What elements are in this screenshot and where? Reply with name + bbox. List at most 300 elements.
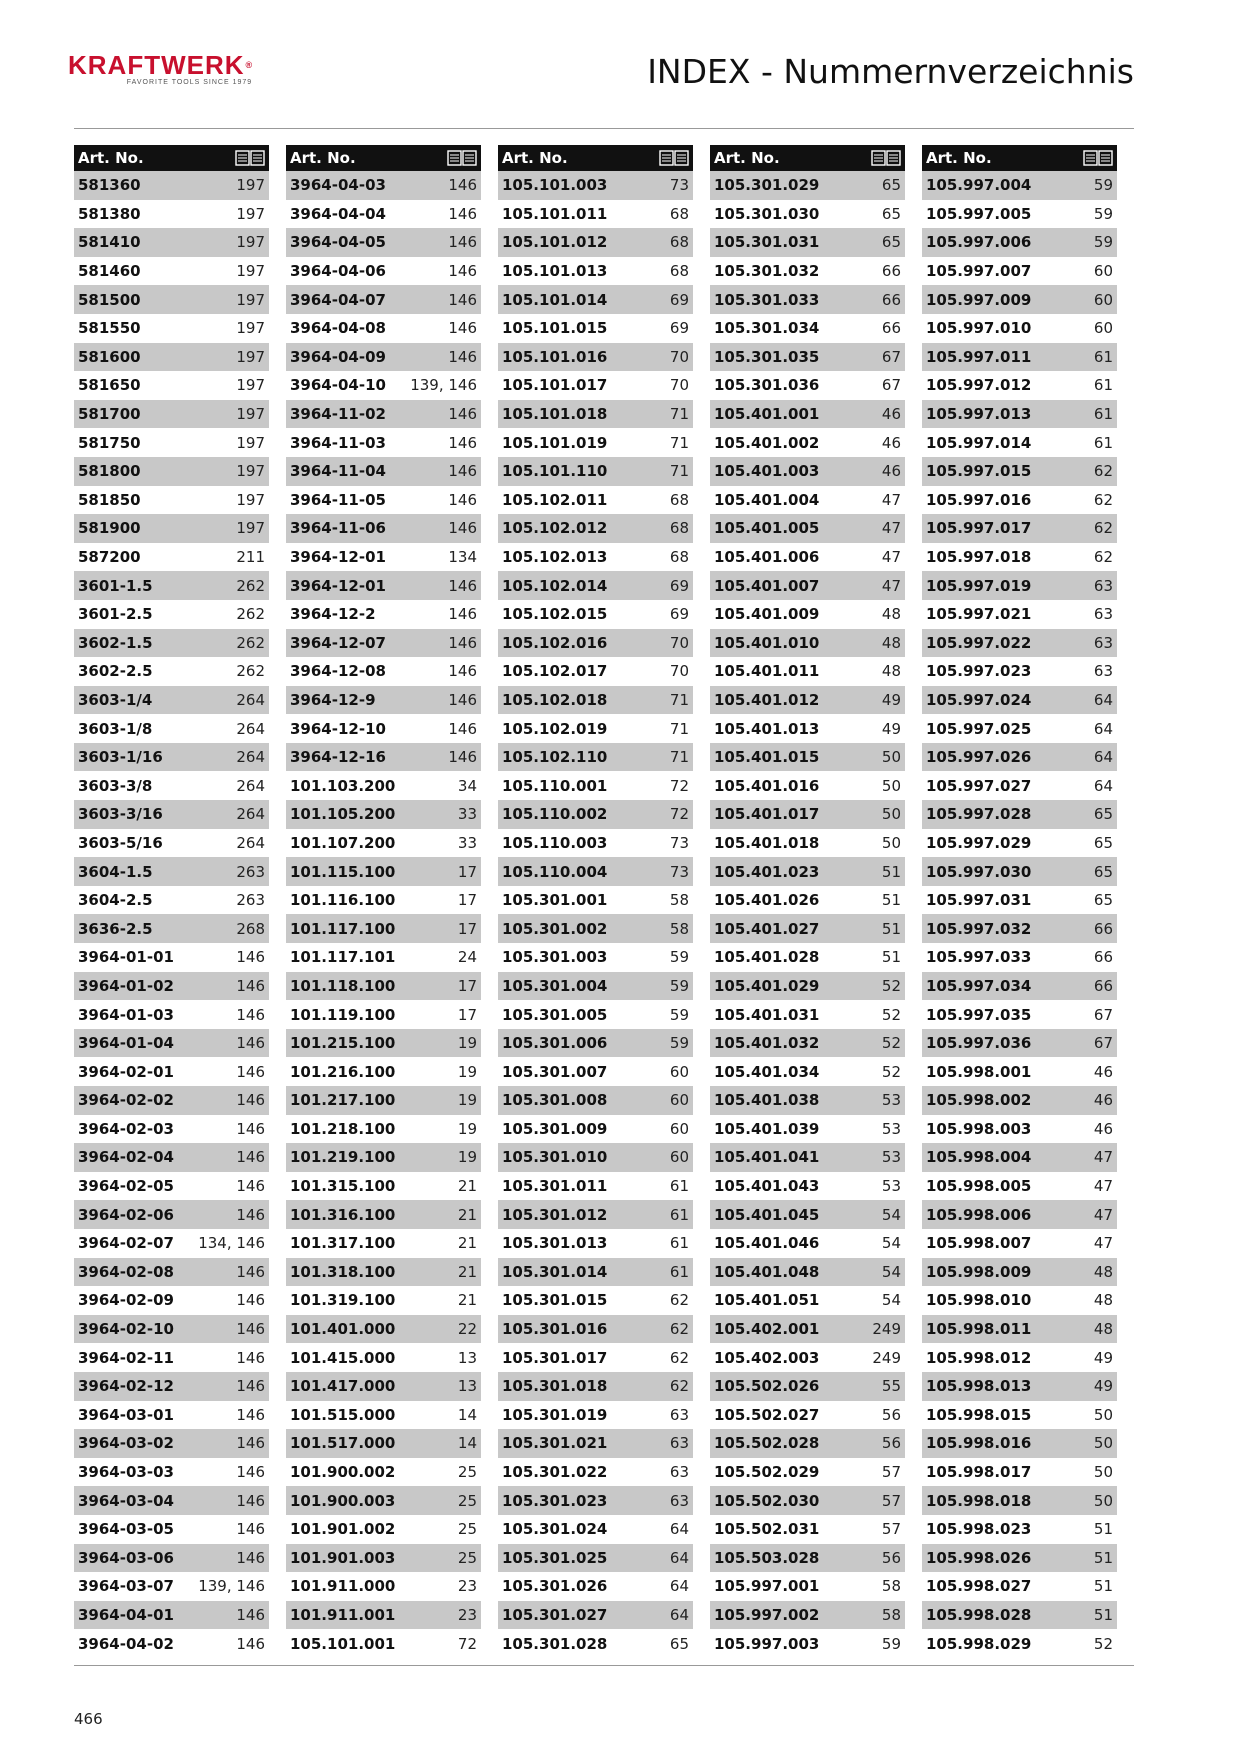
table-row bbox=[710, 1544, 905, 1573]
table-row bbox=[286, 1343, 481, 1372]
page-reference: 56 bbox=[881, 1405, 901, 1424]
page-reference: 67 bbox=[881, 376, 901, 395]
article-number: 105.301.015 bbox=[502, 1291, 608, 1310]
article-number: 3964-01-01 bbox=[78, 948, 174, 967]
page-reference: 62 bbox=[1093, 519, 1113, 538]
page-reference: 146 bbox=[448, 176, 477, 195]
index-column bbox=[286, 145, 481, 1658]
article-number: 3964-01-03 bbox=[78, 1005, 174, 1024]
table-row bbox=[922, 1086, 1117, 1115]
book-icon bbox=[1083, 150, 1113, 166]
table-row bbox=[286, 686, 481, 715]
article-number: 105.401.003 bbox=[714, 462, 820, 481]
table-row bbox=[286, 285, 481, 314]
table-row bbox=[286, 514, 481, 543]
page-reference: 197 bbox=[236, 233, 265, 252]
page-reference: 60 bbox=[669, 1062, 689, 1081]
article-number: 105.401.048 bbox=[714, 1262, 820, 1281]
page-reference: 50 bbox=[1093, 1463, 1113, 1482]
page-reference: 249 bbox=[872, 1320, 901, 1339]
page-reference: 71 bbox=[669, 433, 689, 452]
header-divider bbox=[74, 128, 1134, 129]
page-reference: 146 bbox=[236, 1034, 265, 1053]
article-number: 105.998.012 bbox=[926, 1348, 1032, 1367]
table-row bbox=[74, 457, 269, 486]
page-reference: 64 bbox=[669, 1605, 689, 1624]
table-row bbox=[710, 171, 905, 200]
article-number: 105.301.021 bbox=[502, 1434, 608, 1453]
article-number: 105.102.016 bbox=[502, 633, 608, 652]
table-row bbox=[74, 1229, 269, 1258]
table-row bbox=[286, 171, 481, 200]
article-number: 105.401.004 bbox=[714, 490, 820, 509]
page-reference: 49 bbox=[881, 719, 901, 738]
article-number: 105.998.017 bbox=[926, 1463, 1032, 1482]
page-reference: 197 bbox=[236, 319, 265, 338]
table-row bbox=[498, 829, 693, 858]
table-row bbox=[922, 1343, 1117, 1372]
table-row bbox=[74, 1372, 269, 1401]
table-row bbox=[922, 514, 1117, 543]
article-number: 3603-5/16 bbox=[78, 833, 163, 852]
table-row bbox=[498, 800, 693, 829]
table-row bbox=[922, 1515, 1117, 1544]
page-reference: 52 bbox=[1093, 1634, 1113, 1653]
table-row bbox=[286, 629, 481, 658]
page-reference: 263 bbox=[236, 891, 265, 910]
page-reference: 54 bbox=[881, 1234, 901, 1253]
article-number: 105.102.110 bbox=[502, 748, 608, 767]
article-number: 105.301.028 bbox=[502, 1634, 608, 1653]
article-number: 3964-02-06 bbox=[78, 1205, 174, 1224]
page-reference: 211 bbox=[236, 548, 265, 567]
article-number: 105.401.006 bbox=[714, 548, 820, 567]
table-row bbox=[286, 1029, 481, 1058]
article-number: 3964-04-09 bbox=[290, 347, 386, 366]
article-number: 101.911.000 bbox=[290, 1577, 396, 1596]
article-number: 105.301.025 bbox=[502, 1548, 608, 1567]
table-row bbox=[922, 1601, 1117, 1630]
table-row bbox=[498, 343, 693, 372]
article-number: 105.101.019 bbox=[502, 433, 608, 452]
article-number: 3964-03-06 bbox=[78, 1548, 174, 1567]
article-number: 101.119.100 bbox=[290, 1005, 396, 1024]
page-reference: 65 bbox=[1093, 862, 1113, 881]
article-number: 3964-02-02 bbox=[78, 1091, 174, 1110]
page-reference: 60 bbox=[1093, 319, 1113, 338]
book-icon bbox=[235, 150, 265, 166]
page-reference: 51 bbox=[1093, 1520, 1113, 1539]
article-number: 3964-02-03 bbox=[78, 1119, 174, 1138]
article-number: 101.401.000 bbox=[290, 1320, 396, 1339]
table-row bbox=[74, 371, 269, 400]
article-number: 105.998.011 bbox=[926, 1320, 1032, 1339]
article-number: 105.998.013 bbox=[926, 1377, 1032, 1396]
article-number: 105.101.016 bbox=[502, 347, 608, 366]
page-reference: 46 bbox=[1093, 1091, 1113, 1110]
article-number: 105.401.017 bbox=[714, 805, 820, 824]
table-row bbox=[74, 914, 269, 943]
article-number: 101.105.200 bbox=[290, 805, 396, 824]
table-row bbox=[74, 1286, 269, 1315]
article-number: 3964-02-12 bbox=[78, 1377, 174, 1396]
article-number: 3964-04-10 bbox=[290, 376, 386, 395]
article-number: 105.997.011 bbox=[926, 347, 1032, 366]
page-reference: 21 bbox=[457, 1234, 477, 1253]
table-row bbox=[498, 1315, 693, 1344]
table-row bbox=[710, 1372, 905, 1401]
page-reference: 73 bbox=[669, 833, 689, 852]
page-reference: 146 bbox=[236, 1291, 265, 1310]
page-reference: 134, 146 bbox=[198, 1234, 265, 1253]
article-number: 3964-12-01 bbox=[290, 548, 386, 567]
table-row bbox=[922, 285, 1117, 314]
article-number: 3964-11-05 bbox=[290, 490, 386, 509]
table-row bbox=[286, 314, 481, 343]
article-number: 105.997.032 bbox=[926, 919, 1032, 938]
article-number: 105.998.016 bbox=[926, 1434, 1032, 1453]
article-number: 105.401.041 bbox=[714, 1148, 820, 1167]
table-row bbox=[498, 571, 693, 600]
article-number: 105.502.026 bbox=[714, 1377, 820, 1396]
article-number: 105.402.001 bbox=[714, 1320, 820, 1339]
table-row bbox=[498, 228, 693, 257]
page-reference: 197 bbox=[236, 376, 265, 395]
table-row bbox=[74, 1086, 269, 1115]
page-reference: 69 bbox=[669, 319, 689, 338]
page-reference: 63 bbox=[669, 1491, 689, 1510]
table-row bbox=[286, 1515, 481, 1544]
article-number: 105.997.017 bbox=[926, 519, 1032, 538]
article-number: 3964-01-04 bbox=[78, 1034, 174, 1053]
page-reference: 59 bbox=[881, 1634, 901, 1653]
table-row bbox=[498, 943, 693, 972]
page-reference: 146 bbox=[448, 490, 477, 509]
article-number: 105.401.046 bbox=[714, 1234, 820, 1253]
table-row bbox=[286, 1572, 481, 1601]
article-number: 3604-2.5 bbox=[78, 891, 153, 910]
table-row bbox=[498, 1229, 693, 1258]
table-row bbox=[710, 1200, 905, 1229]
article-number: 581460 bbox=[78, 262, 141, 281]
table-row bbox=[74, 1315, 269, 1344]
article-number: 101.319.100 bbox=[290, 1291, 396, 1310]
article-number: 105.101.018 bbox=[502, 405, 608, 424]
article-number: 3964-04-04 bbox=[290, 204, 386, 223]
table-row bbox=[710, 1143, 905, 1172]
page-reference: 23 bbox=[457, 1577, 477, 1596]
page-reference: 33 bbox=[457, 805, 477, 824]
brand-tagline: FAVORITE TOOLS SINCE 1979 bbox=[126, 79, 253, 86]
article-number: 105.502.030 bbox=[714, 1491, 820, 1510]
article-number: 105.997.005 bbox=[926, 204, 1032, 223]
table-row bbox=[498, 886, 693, 915]
table-row bbox=[710, 1343, 905, 1372]
table-row bbox=[498, 600, 693, 629]
page-title: INDEX - Nummernverzeichnis bbox=[647, 52, 1134, 91]
page-reference: 146 bbox=[236, 1091, 265, 1110]
table-row bbox=[286, 200, 481, 229]
table-row bbox=[286, 829, 481, 858]
page-reference: 146 bbox=[448, 290, 477, 309]
page-reference: 146 bbox=[236, 976, 265, 995]
table-row bbox=[710, 314, 905, 343]
article-number: 3603-1/16 bbox=[78, 748, 163, 767]
article-number: 3964-11-03 bbox=[290, 433, 386, 452]
table-row bbox=[286, 1172, 481, 1201]
page-reference: 51 bbox=[1093, 1605, 1113, 1624]
table-row bbox=[74, 1458, 269, 1487]
article-number: 105.110.002 bbox=[502, 805, 608, 824]
table-row bbox=[286, 1458, 481, 1487]
table-row bbox=[74, 228, 269, 257]
article-number: 105.401.051 bbox=[714, 1291, 820, 1310]
article-number: 105.110.004 bbox=[502, 862, 608, 881]
article-number: 105.997.033 bbox=[926, 948, 1032, 967]
table-row bbox=[74, 1515, 269, 1544]
page-reference: 56 bbox=[881, 1548, 901, 1567]
table-row bbox=[922, 857, 1117, 886]
table-row bbox=[74, 1544, 269, 1573]
page-reference: 68 bbox=[669, 233, 689, 252]
table-row bbox=[498, 257, 693, 286]
article-number: 3601-2.5 bbox=[78, 605, 153, 624]
page-reference: 25 bbox=[457, 1491, 477, 1510]
page-reference: 146 bbox=[236, 1205, 265, 1224]
table-row bbox=[710, 1258, 905, 1287]
table-row bbox=[710, 200, 905, 229]
article-number: 105.301.016 bbox=[502, 1320, 608, 1339]
article-number: 3964-04-08 bbox=[290, 319, 386, 338]
table-row bbox=[710, 829, 905, 858]
page-reference: 70 bbox=[669, 633, 689, 652]
page-reference: 146 bbox=[236, 1548, 265, 1567]
page-reference: 268 bbox=[236, 919, 265, 938]
table-row bbox=[498, 285, 693, 314]
page-reference: 48 bbox=[881, 605, 901, 624]
article-number: 3964-02-10 bbox=[78, 1320, 174, 1339]
table-row bbox=[922, 428, 1117, 457]
table-row bbox=[498, 1115, 693, 1144]
article-number: 101.103.200 bbox=[290, 776, 396, 795]
article-number: 105.997.030 bbox=[926, 862, 1032, 881]
table-row bbox=[710, 1029, 905, 1058]
page-reference: 17 bbox=[457, 891, 477, 910]
page-reference: 24 bbox=[457, 948, 477, 967]
article-number: 3964-02-11 bbox=[78, 1348, 174, 1367]
page-reference: 65 bbox=[881, 176, 901, 195]
article-number: 101.117.101 bbox=[290, 948, 396, 967]
page-reference: 49 bbox=[1093, 1348, 1113, 1367]
article-number: 105.401.045 bbox=[714, 1205, 820, 1224]
table-row bbox=[710, 1601, 905, 1630]
article-number: 101.315.100 bbox=[290, 1177, 396, 1196]
page-reference: 62 bbox=[669, 1348, 689, 1367]
page-reference: 146 bbox=[448, 262, 477, 281]
page-reference: 146 bbox=[236, 1348, 265, 1367]
book-icon bbox=[871, 150, 901, 166]
table-row bbox=[74, 200, 269, 229]
article-number: 105.301.018 bbox=[502, 1377, 608, 1396]
table-row bbox=[922, 1115, 1117, 1144]
page-reference: 69 bbox=[669, 576, 689, 595]
page-reference: 21 bbox=[457, 1177, 477, 1196]
table-row bbox=[498, 1086, 693, 1115]
article-number: 105.301.005 bbox=[502, 1005, 608, 1024]
table-row bbox=[498, 486, 693, 515]
article-number: 101.317.100 bbox=[290, 1234, 396, 1253]
article-number: 105.301.026 bbox=[502, 1577, 608, 1596]
table-row bbox=[74, 514, 269, 543]
article-number: 105.997.004 bbox=[926, 176, 1032, 195]
table-row bbox=[498, 371, 693, 400]
page-reference: 146 bbox=[448, 204, 477, 223]
article-number: 105.101.110 bbox=[502, 462, 608, 481]
page-reference: 197 bbox=[236, 347, 265, 366]
table-row bbox=[710, 1401, 905, 1430]
article-number: 105.301.036 bbox=[714, 376, 820, 395]
page-reference: 68 bbox=[669, 548, 689, 567]
article-number: 581360 bbox=[78, 176, 141, 195]
table-row bbox=[710, 743, 905, 772]
table-row bbox=[286, 1544, 481, 1573]
article-number: 105.301.022 bbox=[502, 1463, 608, 1482]
page-reference: 146 bbox=[236, 1434, 265, 1453]
page-reference: 51 bbox=[881, 862, 901, 881]
article-number: 105.102.012 bbox=[502, 519, 608, 538]
page-reference: 64 bbox=[1093, 690, 1113, 709]
table-row bbox=[74, 1143, 269, 1172]
page-reference: 146 bbox=[236, 1262, 265, 1281]
page-reference: 139, 146 bbox=[410, 376, 477, 395]
table-row bbox=[74, 771, 269, 800]
page-reference: 146 bbox=[236, 948, 265, 967]
page-reference: 197 bbox=[236, 519, 265, 538]
article-number: 581650 bbox=[78, 376, 141, 395]
table-row bbox=[498, 314, 693, 343]
page-reference: 249 bbox=[872, 1348, 901, 1367]
article-number: 3964-11-06 bbox=[290, 519, 386, 538]
article-number: 105.101.013 bbox=[502, 262, 608, 281]
table-row bbox=[498, 771, 693, 800]
article-number: 105.998.027 bbox=[926, 1577, 1032, 1596]
page-reference: 51 bbox=[1093, 1548, 1113, 1567]
table-row bbox=[286, 800, 481, 829]
table-row bbox=[498, 171, 693, 200]
article-number: 105.998.010 bbox=[926, 1291, 1032, 1310]
table-row bbox=[922, 743, 1117, 772]
page-reference: 47 bbox=[1093, 1148, 1113, 1167]
table-row bbox=[498, 1572, 693, 1601]
page-reference: 62 bbox=[669, 1320, 689, 1339]
table-row bbox=[922, 571, 1117, 600]
table-row bbox=[74, 714, 269, 743]
table-row bbox=[74, 743, 269, 772]
article-number: 101.218.100 bbox=[290, 1119, 396, 1138]
table-row bbox=[922, 314, 1117, 343]
page-reference: 49 bbox=[881, 690, 901, 709]
page-reference: 146 bbox=[236, 1148, 265, 1167]
table-row bbox=[498, 714, 693, 743]
article-number: 105.997.009 bbox=[926, 290, 1032, 309]
article-number: 105.102.019 bbox=[502, 719, 608, 738]
article-number: 3964-02-08 bbox=[78, 1262, 174, 1281]
page-reference: 50 bbox=[1093, 1434, 1113, 1453]
page-reference: 50 bbox=[881, 805, 901, 824]
article-number: 105.502.028 bbox=[714, 1434, 820, 1453]
table-row bbox=[498, 1286, 693, 1315]
article-number: 101.107.200 bbox=[290, 833, 396, 852]
page-reference: 197 bbox=[236, 176, 265, 195]
page-reference: 146 bbox=[236, 1062, 265, 1081]
table-row bbox=[710, 800, 905, 829]
article-number: 105.102.017 bbox=[502, 662, 608, 681]
index-column bbox=[710, 145, 905, 1658]
article-number: 3964-12-2 bbox=[290, 605, 376, 624]
table-row bbox=[710, 457, 905, 486]
article-number: 3964-04-03 bbox=[290, 176, 386, 195]
table-row bbox=[74, 1000, 269, 1029]
article-number: 105.997.010 bbox=[926, 319, 1032, 338]
page-reference: 146 bbox=[448, 347, 477, 366]
table-row bbox=[498, 1458, 693, 1487]
table-row bbox=[922, 1286, 1117, 1315]
page-reference: 46 bbox=[1093, 1119, 1113, 1138]
page-reference: 48 bbox=[881, 662, 901, 681]
article-number: 3964-03-03 bbox=[78, 1463, 174, 1482]
article-number: 105.301.034 bbox=[714, 319, 820, 338]
page-reference: 68 bbox=[669, 204, 689, 223]
page-reference: 60 bbox=[669, 1119, 689, 1138]
table-row bbox=[498, 1000, 693, 1029]
page-reference: 65 bbox=[881, 233, 901, 252]
table-row bbox=[286, 228, 481, 257]
page-reference: 64 bbox=[1093, 776, 1113, 795]
article-number: 105.997.026 bbox=[926, 748, 1032, 767]
article-number: 105.401.010 bbox=[714, 633, 820, 652]
page-reference: 197 bbox=[236, 204, 265, 223]
page-reference: 146 bbox=[448, 719, 477, 738]
page-reference: 64 bbox=[669, 1520, 689, 1539]
table-row bbox=[922, 771, 1117, 800]
table-row bbox=[74, 857, 269, 886]
page-reference: 52 bbox=[881, 1005, 901, 1024]
page-reference: 54 bbox=[881, 1291, 901, 1310]
table-row bbox=[74, 1429, 269, 1458]
article-number: 105.301.030 bbox=[714, 204, 820, 223]
article-number: 3602-1.5 bbox=[78, 633, 153, 652]
page-reference: 68 bbox=[669, 519, 689, 538]
page-reference: 21 bbox=[457, 1291, 477, 1310]
page-reference: 63 bbox=[1093, 576, 1113, 595]
article-number: 581750 bbox=[78, 433, 141, 452]
art-no-header: Art. No. bbox=[926, 149, 992, 167]
page-reference: 51 bbox=[881, 891, 901, 910]
table-row bbox=[498, 857, 693, 886]
page-reference: 23 bbox=[457, 1605, 477, 1624]
page-reference: 62 bbox=[1093, 462, 1113, 481]
page-reference: 61 bbox=[669, 1262, 689, 1281]
page-reference: 72 bbox=[457, 1634, 477, 1653]
table-row bbox=[498, 1429, 693, 1458]
page-reference: 58 bbox=[669, 919, 689, 938]
article-number: 105.301.017 bbox=[502, 1348, 608, 1367]
table-row bbox=[922, 171, 1117, 200]
article-number: 101.219.100 bbox=[290, 1148, 396, 1167]
page-reference: 46 bbox=[1093, 1062, 1113, 1081]
page-reference: 17 bbox=[457, 919, 477, 938]
article-number: 105.502.029 bbox=[714, 1463, 820, 1482]
